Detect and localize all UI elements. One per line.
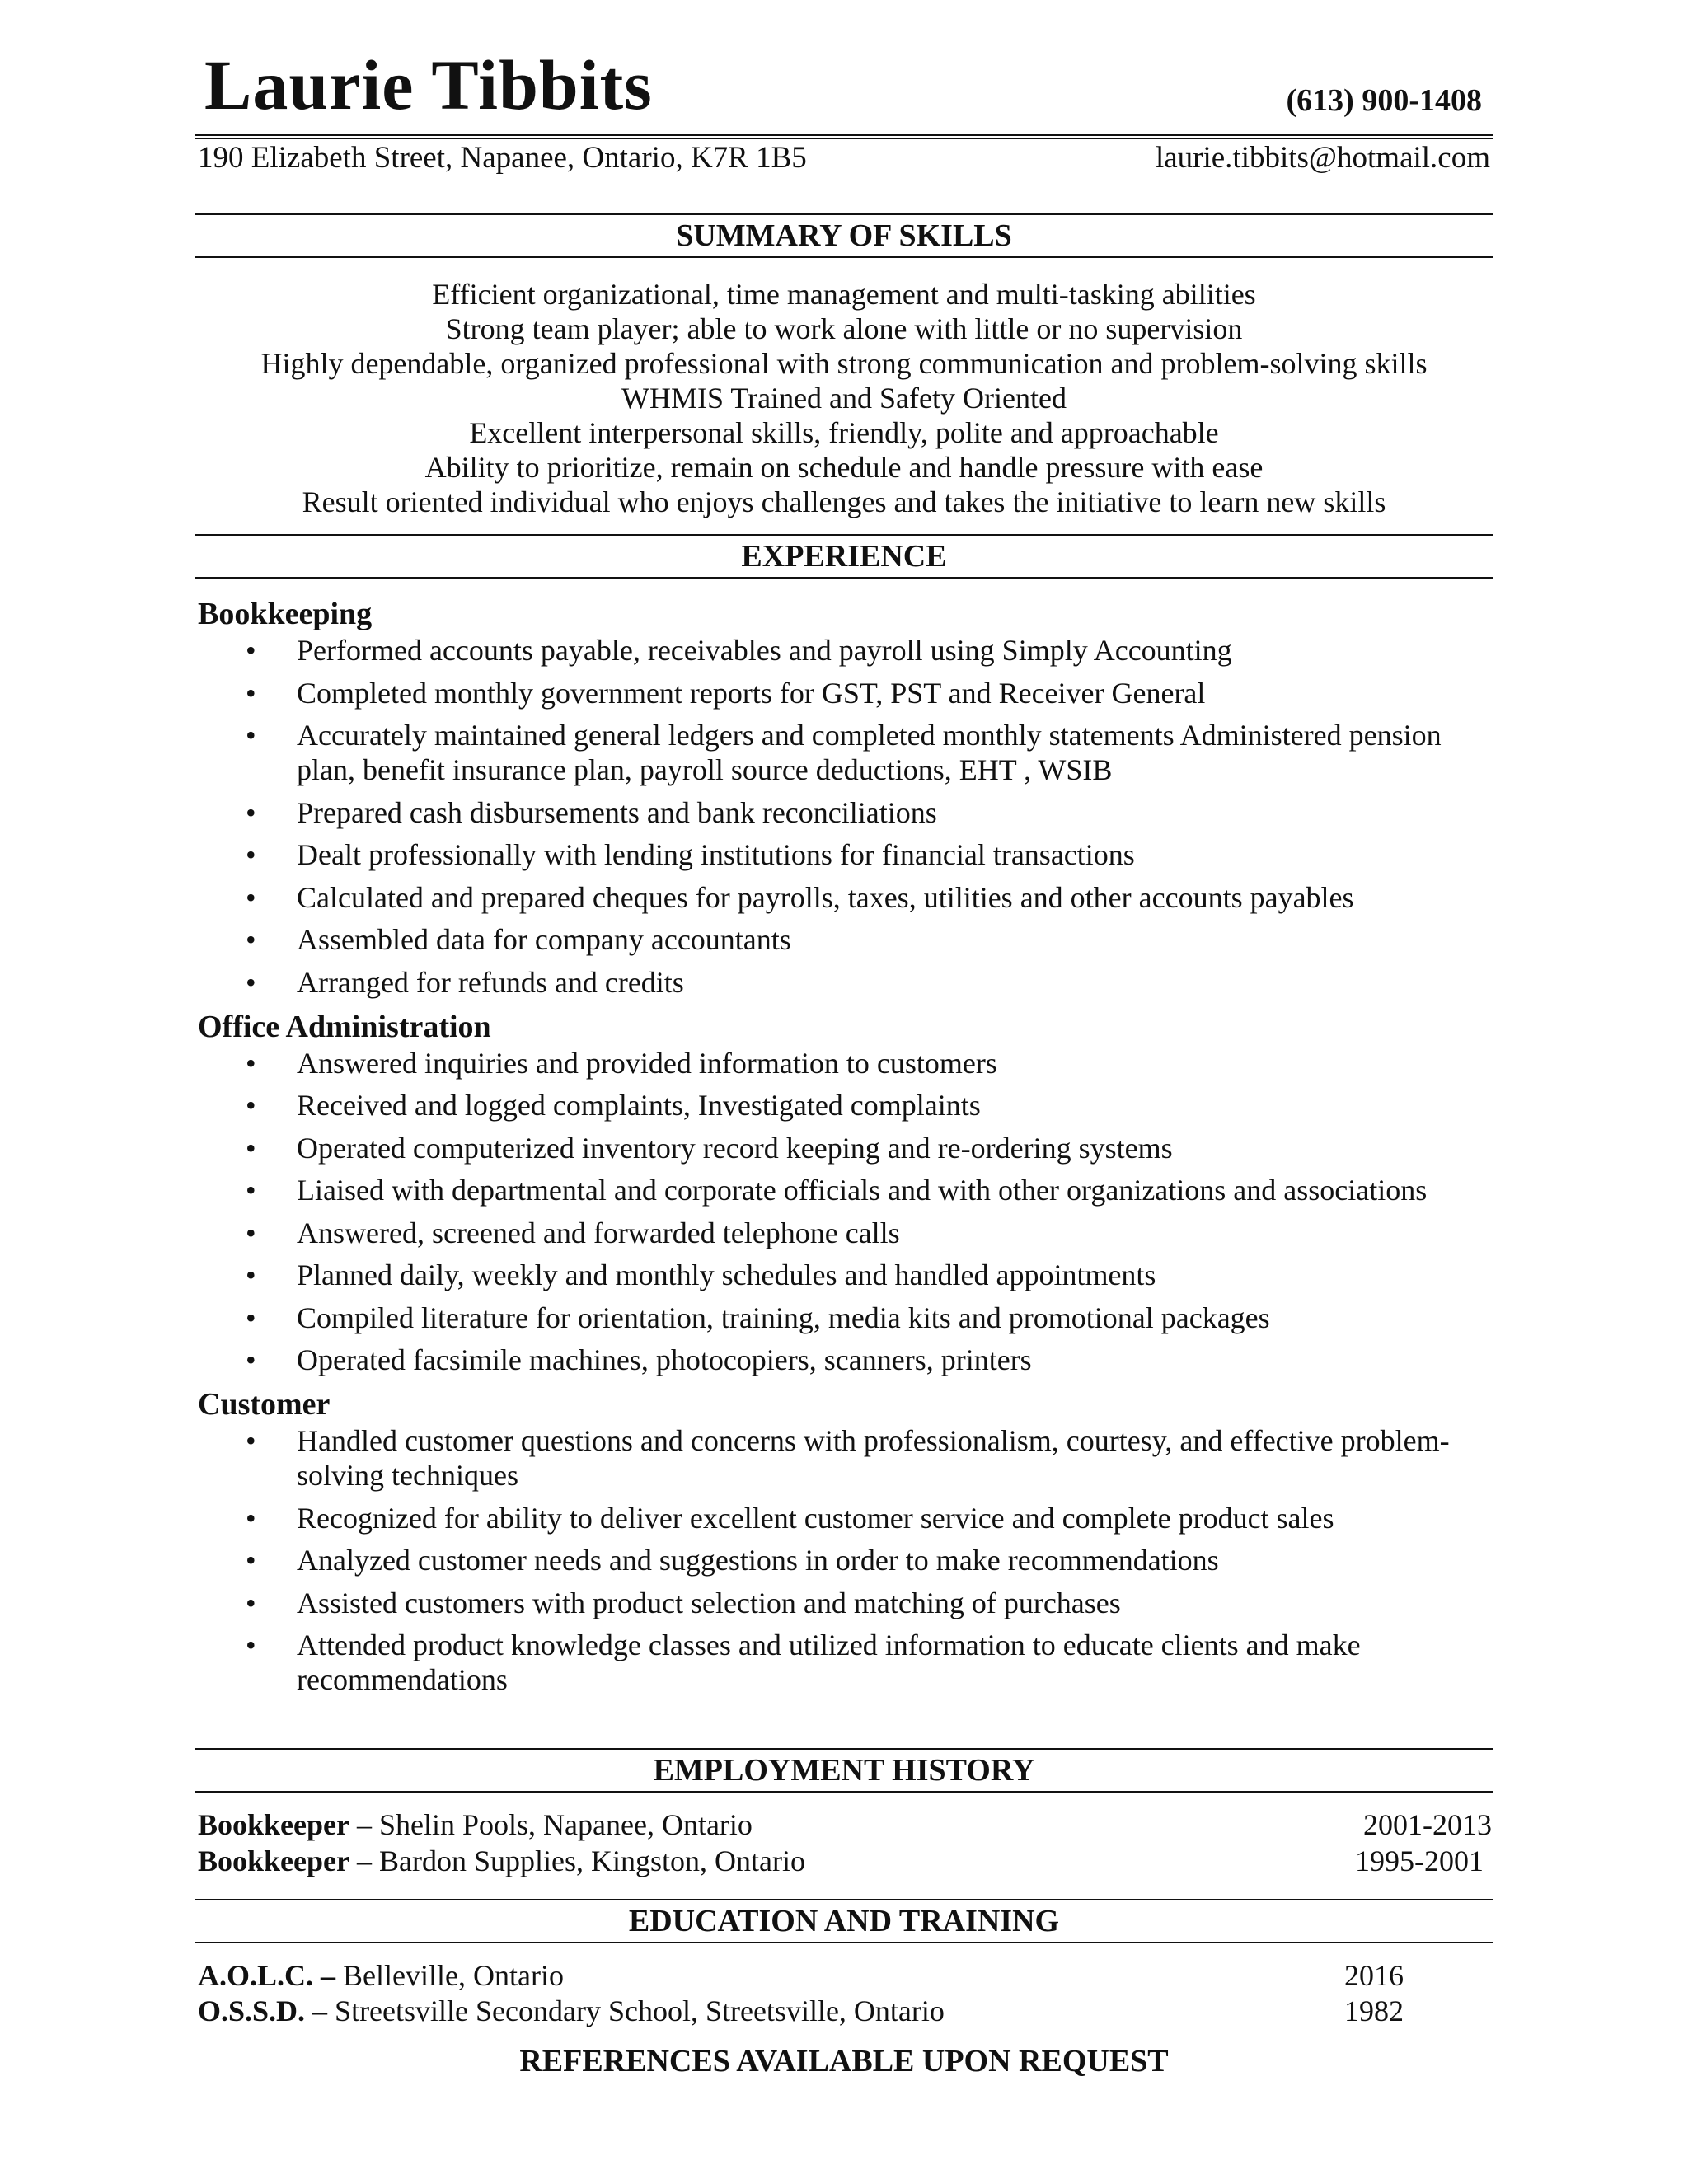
references-note: REFERENCES AVAILABLE UPON REQUEST [519,2044,1169,2079]
address: 190 Elizabeth Street, Napanee, Ontario, K7R 1B5 [198,141,807,175]
list-item: • Dealt professionally with lending institutions for financial transactions [198,837,1493,872]
experience-section [198,595,1493,1697]
education-row [198,1958,564,1993]
category-bookkeeping: Bookkeeping [198,597,373,631]
category-customer: Customer [198,1387,331,1422]
customer-list [198,1423,1493,1697]
office-list [198,1046,1493,1378]
list-item: • Analyzed customer needs and suggestions in order to make recommendations [198,1543,1493,1577]
job-role: Bookkeeper [198,1844,349,1877]
section-heading-experience: EXPERIENCE [195,534,1493,579]
list-item: • Answered, screened and forwarded telephone calls [198,1216,1493,1250]
list-item: • Answered inquiries and provided information to customers [198,1046,1493,1080]
section-heading-skills: SUMMARY OF SKILLS [195,213,1493,258]
section-heading-employment: EMPLOYMENT HISTORY [195,1748,1493,1793]
skill-item: Excellent interpersonal skills, friendly, polite and approachable [469,416,1219,449]
candidate-name: Laurie Tibbits [204,45,653,124]
list-item: • Arranged for refunds and credits [198,965,1493,1000]
employment-row [198,1844,805,1878]
list-item: • Operated facsimile machines, photocopiers, scanners, printers [198,1343,1493,1377]
list-item: • Assembled data for company accountants [198,922,1493,957]
education-year: 2016 [1344,1959,1404,1992]
list-item: • Prepared cash disbursements and bank reconciliations [198,795,1493,830]
skills-list [195,277,1493,519]
job-details: – Bardon Supplies, Kingston, Ontario [349,1844,805,1877]
education-year: 1982 [1344,1994,1404,2027]
list-item: • Operated computerized inventory record keeping and re-ordering systems [198,1131,1493,1165]
job-years: 2001-2013 [1363,1808,1492,1841]
skill-item: WHMIS Trained and Safety Oriented [621,382,1067,415]
skill-item: Efficient organizational, time management and multi-tasking abilities [432,278,1256,311]
job-role: Bookkeeper [198,1808,349,1841]
credential: A.O.L.C. – [198,1959,336,1992]
skill-item: Highly dependable, organized professional with strong communication and problem-solving skills [260,347,1428,380]
list-item: • Attended product knowledge classes and utilized information to educate clients and make recommendations [198,1628,1493,1697]
education-details: – Streetsville Secondary School, Streetsville, Ontario [305,1994,945,2027]
job-years: 1995-2001 [1355,1844,1484,1877]
list-item: • Liaised with departmental and corporate officials and with other organizations and associations [198,1173,1493,1207]
list-item: • Compiled literature for orientation, training, media kits and promotional packages [198,1301,1493,1335]
list-item: • Assisted customers with product selection and matching of purchases [198,1586,1493,1620]
phone-number: (613) 900-1408 [1286,83,1482,118]
skill-item: Ability to prioritize, remain on schedule and handle pressure with ease [424,451,1264,484]
list-item: • Handled customer questions and concerns with professionalism, courtesy, and effective problem-solving techniques [198,1423,1493,1493]
education-row [198,1994,945,2028]
list-item: • Completed monthly government reports for GST, PST and Receiver General [198,676,1493,710]
list-item: • Accurately maintained general ledgers and completed monthly statements Administered pension plan, benefit insurance plan, payroll source deductions, EHT , WSIB [198,718,1493,787]
list-item: • Received and logged complaints, Investigated complaints [198,1088,1493,1122]
education-details: Belleville, Ontario [335,1959,564,1992]
category-office-administration: Office Administration [198,1009,491,1044]
list-item: • Planned daily, weekly and monthly schedules and handled appointments [198,1258,1493,1292]
email-address: laurie.tibbits@hotmail.com [1155,141,1490,175]
list-item: • Performed accounts payable, receivables and payroll using Simply Accounting [198,633,1493,668]
list-item: • Calculated and prepared cheques for payrolls, taxes, utilities and other accounts payables [198,880,1493,915]
list-item: • Recognized for ability to deliver excellent customer service and complete product sales [198,1501,1493,1535]
section-heading-education: EDUCATION AND TRAINING [195,1899,1493,1943]
job-details: – Shelin Pools, Napanee, Ontario [349,1808,753,1841]
skill-item: Result oriented individual who enjoys challenges and takes the initiative to learn new skills [302,485,1386,518]
header-divider [195,134,1493,139]
employment-row [198,1807,753,1842]
credential: O.S.S.D. [198,1994,306,2027]
skill-item: Strong team player; able to work alone with little or no supervision [445,312,1243,345]
bookkeeping-list [198,633,1493,1000]
